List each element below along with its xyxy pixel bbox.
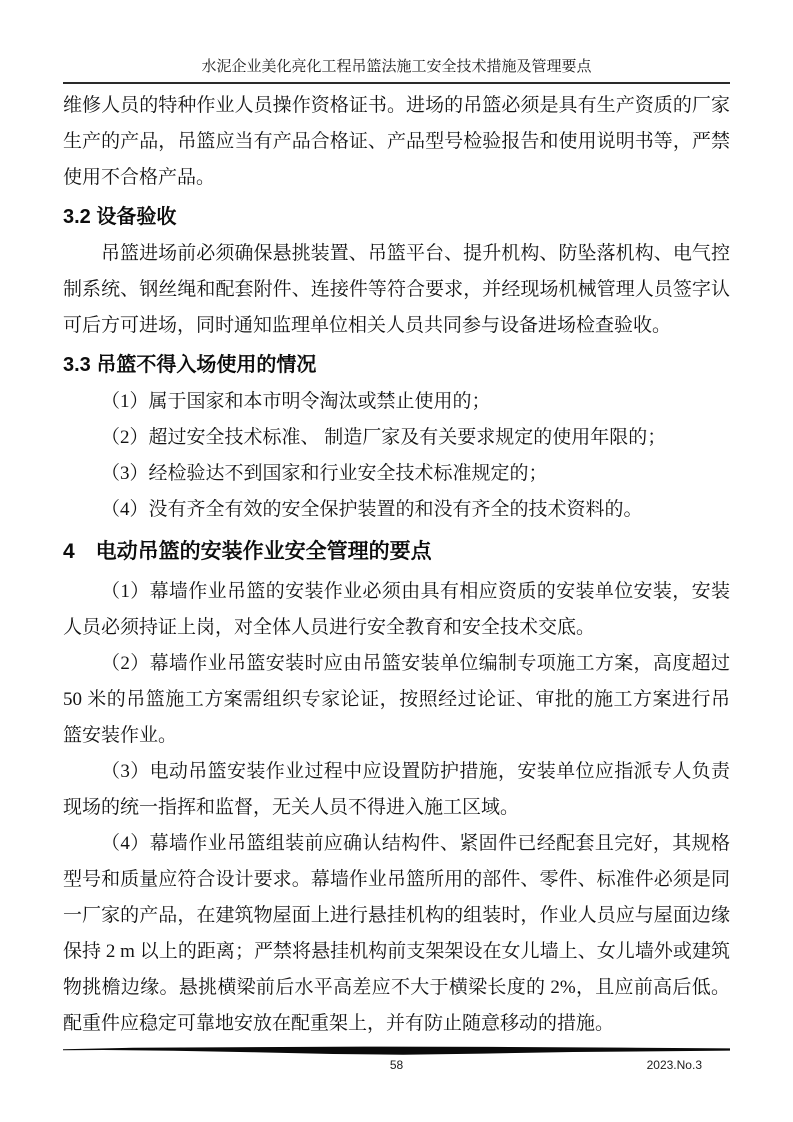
list-item: （2）超过安全技术标准、 制造厂家及有关要求规定的使用年限的； (101, 427, 667, 448)
footer-text (63, 1058, 730, 1073)
page-footer (63, 1046, 730, 1073)
page-header (63, 56, 730, 84)
section-heading-4: 4 电动吊篮的安装作业安全管理的要点 (63, 540, 432, 563)
page-number: 58 (389, 1058, 404, 1072)
section-heading-3-3: 3.3 吊篮不得入场使用的情况 (63, 354, 317, 376)
list-item: （3）经检验达不到国家和行业安全技术标准规定的； (101, 463, 548, 484)
issue-number: 2023.No.3 (646, 1058, 702, 1072)
document-body (63, 88, 730, 1042)
paragraph: 维修人员的特种作业人员操作资格证书。进场的吊篮必须是具有生产资质的厂家生产的产品，吊篮应当有产品合格证、产品型号检验报告和使用说明书等，严禁使用不合格产品。 (63, 95, 730, 188)
footer-rule (63, 1046, 730, 1056)
section-heading-3-2: 3.2 设备验收 (63, 206, 177, 228)
paragraph: （2）幕墙作业吊篮安装时应由吊篮安装单位编制专项施工方案，高度超过 50 米的吊篮施工方案需组织专家论证，按照经过论证、审批的施工方案进行吊篮安装作业。 (63, 653, 730, 746)
paragraph: （4）幕墙作业吊篮组装前应确认结构件、紧固件已经配套且完好，其规格型号和质量应符合设计要求。幕墙作业吊篮所用的部件、零件、标准件必须是同一厂家的产品，在建筑物屋面上进行悬挂机构的组装时，作业人员应与屋面边缘保持 2 m 以上的距离；严禁将悬挂机构前支架架设在女儿墙上、女儿墙外或建筑物挑檐边缘。悬挑横梁前后水平高差应不大于横梁长度的 2%，且应前高后低。配重件应稳定可靠地安放在配重架上，并有防止随意移动的措施。 (63, 833, 730, 1034)
paragraph: 吊篮进场前必须确保悬挑装置、吊篮平台、提升机构、防坠落机构、电气控制系统、钢丝绳和配套附件、连接件等符合要求，并经现场机械管理人员签字认可后方可进场，同时通知监理单位相关人员共同参与设备进场检查验收。 (63, 243, 730, 336)
header-title: 水泥企业美化亮化工程吊篮法施工安全技术措施及管理要点 (201, 59, 592, 75)
list-item: （4）没有齐全有效的安全保护装置的和没有齐全的技术资料的。 (101, 499, 643, 520)
paragraph: （1）幕墙作业吊篮的安装作业必须由具有相应资质的安装单位安装，安装人员必须持证上岗，对全体人员进行安全教育和安全技术交底。 (63, 581, 730, 638)
paragraph: （3）电动吊篮安装作业过程中应设置防护措施，安装单位应指派专人负责现场的统一指挥和监督，无关人员不得进入施工区域。 (63, 761, 730, 818)
list-item: （1）属于国家和本市明令淘汰或禁止使用的； (101, 391, 491, 412)
